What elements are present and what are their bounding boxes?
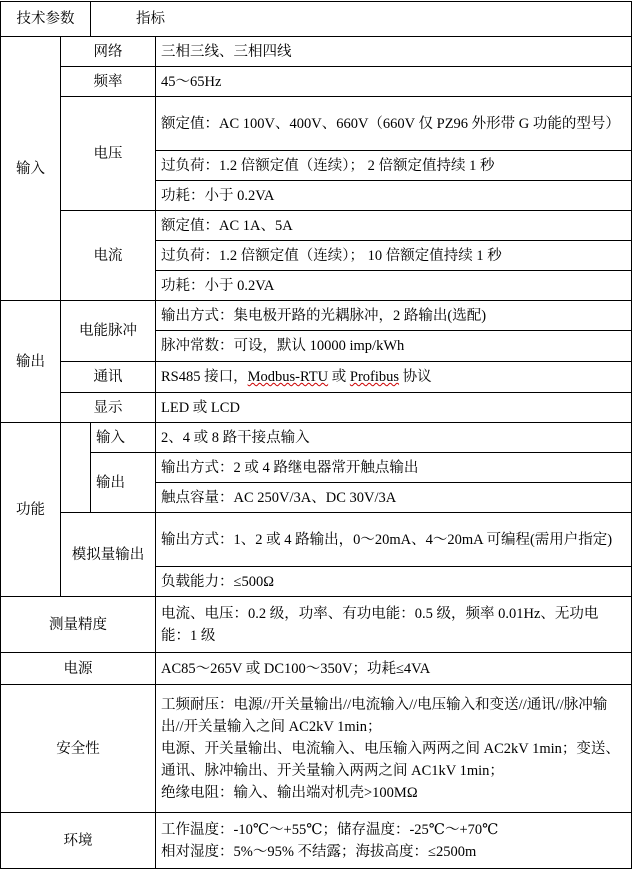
ao-label: 模拟量输出 (61, 513, 156, 597)
safety-value (156, 685, 632, 813)
network-label: 网络 (61, 37, 156, 67)
accuracy-row (1, 597, 632, 653)
comm-label: 通讯 (61, 362, 156, 393)
di-label: 输入 (91, 423, 156, 453)
safety-line-3: 绝缘电阻：输入、输出端对机壳>100MΩ (161, 784, 418, 801)
comm-text-1: RS485 接口， (161, 369, 248, 385)
ao-mode: 输出方式：1、2 或 4 路输出，0～20mA、4～20mA 可编程(需用户指定) (156, 513, 632, 567)
display-label: 显示 (61, 393, 156, 423)
voltage-overload: 过负荷：1.2 倍额定值（连续）； 2 倍额定值持续 1 秒 (156, 151, 632, 181)
function-blank-cell (61, 423, 91, 513)
pulse-constant: 脉冲常数：可设，默认 10000 imp/kWh (156, 331, 632, 362)
do-mode-row (1, 453, 632, 483)
environment-line-1: 工作温度：-10℃～+55℃；储存温度：-25℃～+70℃ (161, 821, 499, 838)
comm-text-3: 协议 (399, 369, 432, 385)
frequency-label: 频率 (61, 67, 156, 97)
voltage-label: 电压 (61, 97, 156, 211)
safety-line-1: 工频耐压：电源//开关量输出//电流输入//电压输入和变送//通讯//脉冲输出//开关量输入之间 AC2kV 1min； (161, 696, 608, 735)
power-supply-label: 电源 (1, 653, 156, 685)
safety-row (1, 685, 632, 813)
accuracy-label: 测量精度 (1, 597, 156, 653)
power-supply-value: AC85～265V 或 DC100～350V；功耗≤4VA (156, 653, 632, 685)
header-param: 技术参数 (1, 2, 91, 37)
comm-text-2: 或 (328, 369, 350, 385)
di-value: 2、4 或 8 路干接点输入 (156, 423, 632, 453)
current-overload: 过负荷：1.2 倍额定值（连续）； 10 倍额定值持续 1 秒 (156, 241, 632, 271)
voltage-power: 功耗：小于 0.2VA (156, 181, 632, 211)
do-label: 输出 (91, 453, 156, 513)
header-spec: 指标 (91, 2, 632, 37)
voltage-rated: 额定值：AC 100V、400V、660V（660V 仅 PZ96 外形带 G 功能的型号） (156, 97, 632, 151)
pulse-label: 电能脉冲 (61, 301, 156, 362)
safety-label: 安全性 (1, 685, 156, 813)
safety-line-2: 电源、开关量输出、电流输入、电压输入两两之间 AC2kV 1min；变送、通讯、脉冲输出、开关量输入两两之间 AC1kV 1min； (161, 740, 620, 779)
accuracy-value: 电流、电压：0.2 级，功率、有功电能：0.5 级，频率 0.01Hz、无功电能：1 级 (156, 597, 632, 653)
do-mode: 输出方式：2 或 4 路继电器常开触点输出 (156, 453, 632, 483)
current-label: 电流 (61, 211, 156, 301)
environment-label: 环境 (1, 813, 156, 869)
di-row (1, 423, 632, 453)
spec-table (0, 1, 632, 869)
environment-value (156, 813, 632, 869)
ao-mode-row (1, 513, 632, 567)
comm-value (156, 362, 632, 393)
pulse-mode-row (1, 301, 632, 331)
display-value: LED 或 LCD (156, 393, 632, 423)
frequency-row (1, 67, 632, 97)
network-value: 三相三线、三相四线 (156, 37, 632, 67)
output-label: 输出 (1, 301, 61, 423)
environment-line-2: 相对湿度：5%～95% 不结露；海拔高度：≤2500m (161, 843, 477, 860)
input-label: 输入 (1, 37, 61, 301)
frequency-value: 45～65Hz (156, 67, 632, 97)
display-row (1, 393, 632, 423)
current-rated: 额定值：AC 1A、5A (156, 211, 632, 241)
comm-protocol-profibus: Profibus (349, 369, 400, 385)
comm-row (1, 362, 632, 393)
ao-load: 负载能力：≤500Ω (156, 567, 632, 597)
voltage-rated-row (1, 97, 632, 151)
environment-row (1, 813, 632, 869)
network-row (1, 37, 632, 67)
current-rated-row (1, 211, 632, 241)
function-label: 功能 (1, 423, 61, 597)
current-power: 功耗：小于 0.2VA (156, 271, 632, 301)
power-supply-row (1, 653, 632, 685)
comm-protocol-modbus: Modbus-RTU (247, 369, 329, 385)
header-row (1, 2, 632, 37)
pulse-mode: 输出方式：集电极开路的光耦脉冲，2 路输出(选配) (156, 301, 632, 331)
do-capacity: 触点容量：AC 250V/3A、DC 30V/3A (156, 483, 632, 513)
